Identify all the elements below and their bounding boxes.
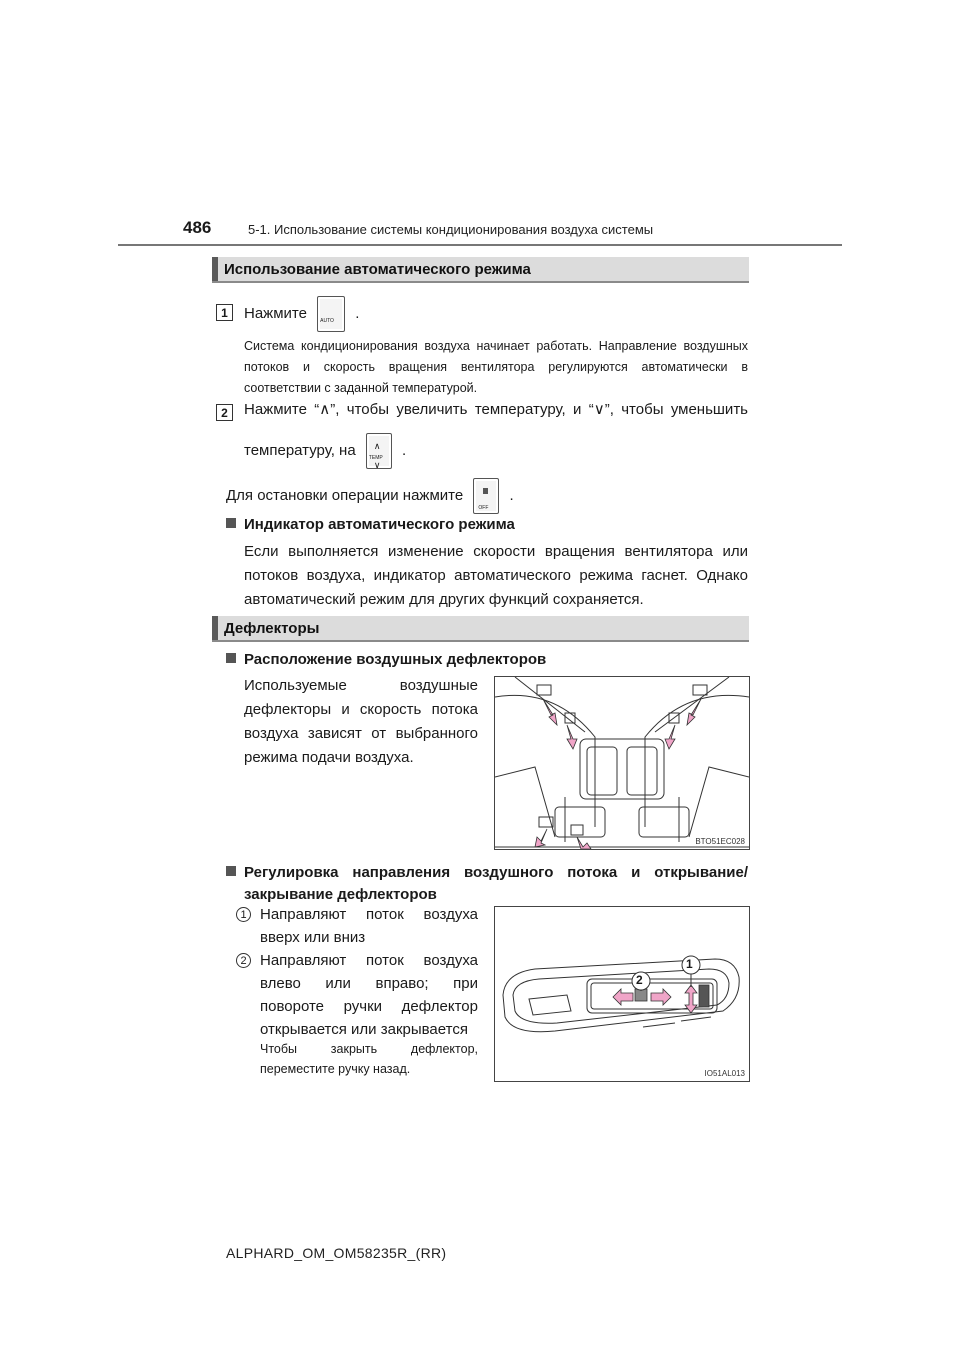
stop-line (226, 478, 514, 514)
location-heading (226, 648, 546, 671)
bullet-square-icon (226, 653, 236, 663)
item1-text: Направляют поток воздуха вверх или вниз (260, 906, 478, 946)
figure-code: IO51AL013 (704, 1069, 745, 1078)
bullet-square-icon (226, 518, 236, 528)
section-header-auto (212, 257, 749, 283)
figure-code: BTO51EC028 (695, 837, 745, 846)
section-title: Использование автоматического режима (224, 261, 531, 278)
step2-period: . (402, 441, 407, 459)
adjust-heading-text: Регулировка направления воздушного потока и открывание/ закрывание дефлекторов (244, 864, 748, 903)
document-id: ALPHARD_OM_OM58235R_(RR) (226, 1245, 447, 1261)
step1-text: Нажмите (244, 304, 307, 322)
location-heading-text: Расположение воздушных дефлекторов (244, 651, 547, 668)
callout-1: 1 (686, 957, 693, 971)
indicator-heading-text: Индикатор автоматического режима (244, 516, 515, 533)
auto-button-label: AUTO (320, 318, 334, 324)
indicator-heading (226, 513, 515, 536)
step1-line (244, 296, 359, 332)
section-title: Дефлекторы (224, 620, 320, 637)
step2-text: температуру, на (244, 441, 356, 459)
item-number: 1 (236, 907, 251, 922)
item2-text: Направляют поток воздуха влево или вправо; при повороте ручки дефлектор открывается или закрывается (260, 952, 478, 1038)
off-button-icon (473, 478, 499, 514)
interior-figure (494, 676, 750, 850)
step2-line1: Нажмите “∧”, чтобы увеличить температуру, и “∨”, чтобы уменьшить (244, 401, 748, 418)
bullet-square-icon (226, 866, 236, 876)
indicator-text: Если выполняется изменение скорости вращения вентилятора или потоков воздуха, индикатор автоматического режима гаснет. Однако автоматический режим для других функций сохраняется. (244, 543, 748, 608)
vent-illustration (495, 907, 749, 1081)
temp-button-label: TEMP (368, 455, 383, 461)
section-header-vents (212, 616, 749, 642)
stop-text: Для остановки операции нажмите (226, 486, 464, 504)
chapter-title: 5-1. Использование системы кондиционирования воздуха системы (248, 222, 654, 237)
page-number: 486 (183, 218, 212, 237)
callout-2: 2 (636, 973, 643, 987)
chevron-down-icon: ∨ (373, 460, 381, 470)
temp-button-icon (366, 433, 392, 469)
item-number: 2 (236, 953, 251, 968)
header-rule (118, 244, 842, 246)
chevron-up-icon: ∧ (373, 441, 381, 451)
step-number: 1 (216, 304, 233, 321)
fan-icon (483, 488, 488, 494)
step-number: 2 (216, 404, 233, 421)
step2-line2 (244, 433, 406, 469)
adjust-heading (226, 862, 748, 906)
step1-period: . (355, 304, 360, 322)
section-bar (212, 616, 218, 640)
vent-close-note: Чтобы закрыть дефлектор, переместите ручку назад. (260, 1042, 478, 1076)
vent-figure (494, 906, 750, 1082)
stop-period: . (509, 486, 514, 504)
off-button-label: OFF (478, 505, 489, 511)
step1-note: Система кондиционирования воздуха начинает работать. Направление воздушных потоков и скорость вращения вентилятора регулируются автоматически в соответствии с заданной температурой. (244, 339, 748, 395)
location-text: Используемые воздушные дефлекторы и скорость потока воздуха зависят от выбранного режима подачи воздуха. (244, 677, 478, 766)
section-bar (212, 257, 218, 281)
car-interior-illustration (495, 677, 749, 849)
auto-button-icon (317, 296, 345, 332)
